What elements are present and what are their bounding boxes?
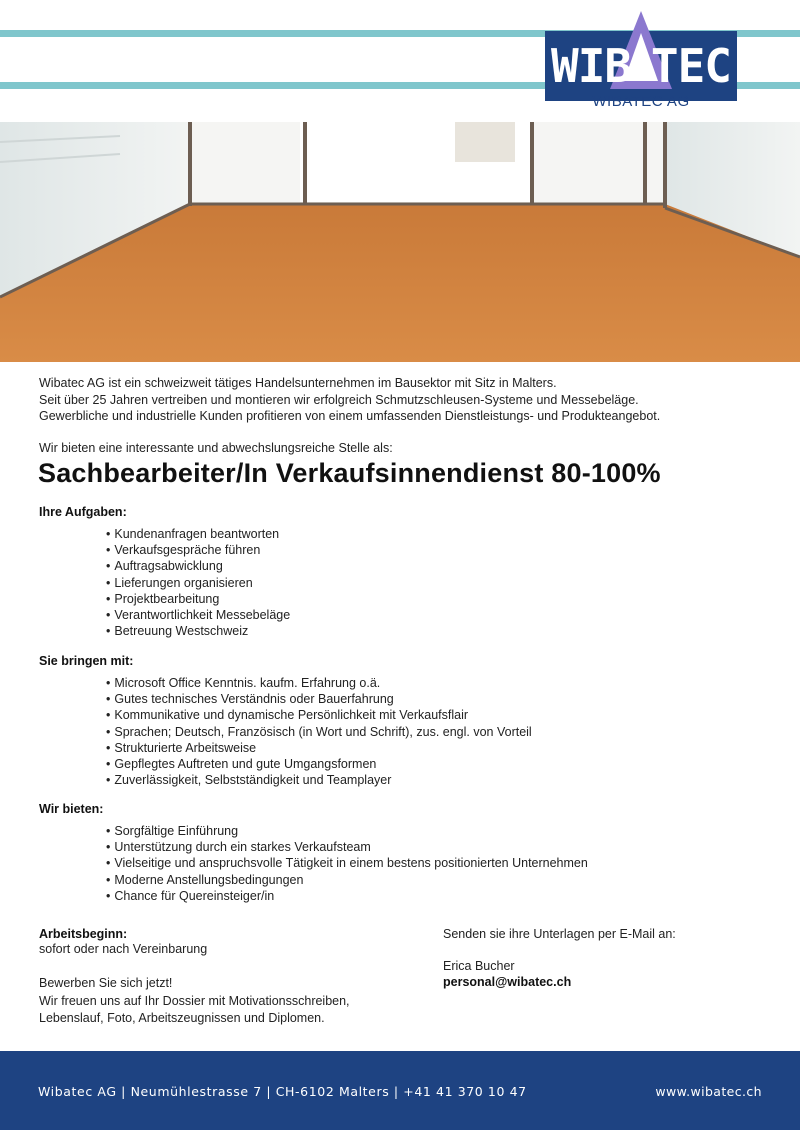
hero-image [0, 122, 800, 362]
intro-text [39, 375, 769, 425]
start-text: sofort oder nach Vereinbarung [39, 942, 208, 956]
list-item: • Gutes technisches Verständnis oder Bauerfahrung [106, 691, 532, 707]
start-heading: Arbeitsbeginn: [39, 927, 128, 941]
list-item: • Auftragsabwicklung [106, 558, 290, 574]
tasks-list [106, 526, 290, 639]
offer-text: Wir bieten eine interessante und abwechslungsreiche Stelle als: [39, 441, 393, 455]
list-item: • Kundenanfragen beantworten [106, 526, 290, 542]
tasks-heading: Ihre Aufgaben: [39, 505, 127, 519]
list-item: • Gepflegtes Auftreten und gute Umgangsformen [106, 756, 532, 772]
list-item: • Chance für Quereinsteiger/in [106, 888, 588, 904]
contact-label: Senden sie ihre Unterlagen per E-Mail an: [443, 927, 676, 941]
logo-text-left: WIB [551, 39, 632, 93]
list-item: • Strukturierte Arbeitsweise [106, 740, 532, 756]
intro-line: Gewerbliche und industrielle Kunden profitieren von einem umfassenden Dienstleistungs- und Produkteangebot. [39, 409, 661, 423]
footer-website-link[interactable]: www.wibatec.ch [655, 1084, 762, 1099]
footer-address: Wibatec AG | Neumühlestrasse 7 | CH-6102 Malters | +41 41 370 10 47 [38, 1084, 527, 1099]
list-item: • Projektbearbeitung [106, 591, 290, 607]
list-item: • Sprachen; Deutsch, Französisch (in Wort und Schrift), zus. engl. von Vorteil [106, 724, 532, 740]
intro-line: Seit über 25 Jahren vertreiben und montieren wir erfolgreich Schmutzschleusen-Systeme und Messebeläge. [39, 392, 639, 407]
benefits-list [106, 823, 588, 904]
list-item: • Verantwortlichkeit Messebeläge [106, 607, 290, 623]
list-item: • Lieferungen organisieren [106, 575, 290, 591]
logo-company-name: WIBATEC AG [592, 93, 690, 110]
apply-text: Wir freuen uns auf Ihr Dossier mit Motivationsschreiben, Lebenslauf, Foto, Arbeitszeugnissen und Diplomen. [39, 994, 350, 1025]
requirements-list [106, 675, 532, 788]
list-item: • Microsoft Office Kenntnis. kaufm. Erfahrung o.ä. [106, 675, 532, 691]
footer-bar [0, 1051, 800, 1130]
apply-cta: Bewerben Sie sich jetzt! [39, 976, 173, 990]
list-item: • Unterstützung durch ein starkes Verkaufsteam [106, 839, 588, 855]
list-item: • Verkaufsgespräche führen [106, 542, 290, 558]
contact-name: Erica Bucher [443, 959, 515, 973]
list-item: • Moderne Anstellungsbedingungen [106, 872, 588, 888]
list-item: • Zuverlässigkeit, Selbstständigkeit und Teamplayer [106, 772, 532, 788]
logo-text-right: TEC [650, 39, 731, 93]
intro-line: Wibatec AG ist ein schweizweit tätiges Handelsunternehmen im Bausektor mit Sitz in Malters. [39, 376, 557, 390]
contact-email-link[interactable]: personal@wibatec.ch [443, 975, 572, 989]
requirements-heading: Sie bringen mit: [39, 654, 134, 668]
list-item: • Kommunikative und dynamische Persönlichkeit mit Verkaufsflair [106, 707, 532, 723]
benefits-heading: Wir bieten: [39, 802, 104, 816]
list-item: • Betreuung Westschweiz [106, 623, 290, 639]
list-item: • Vielseitige und anspruchsvolle Tätigkeit in einem bestens positionierten Unternehmen [106, 855, 588, 871]
job-title: Sachbearbeiter/In Verkaufsinnendienst 80-100% [38, 458, 661, 488]
list-item: • Sorgfältige Einführung [106, 823, 588, 839]
